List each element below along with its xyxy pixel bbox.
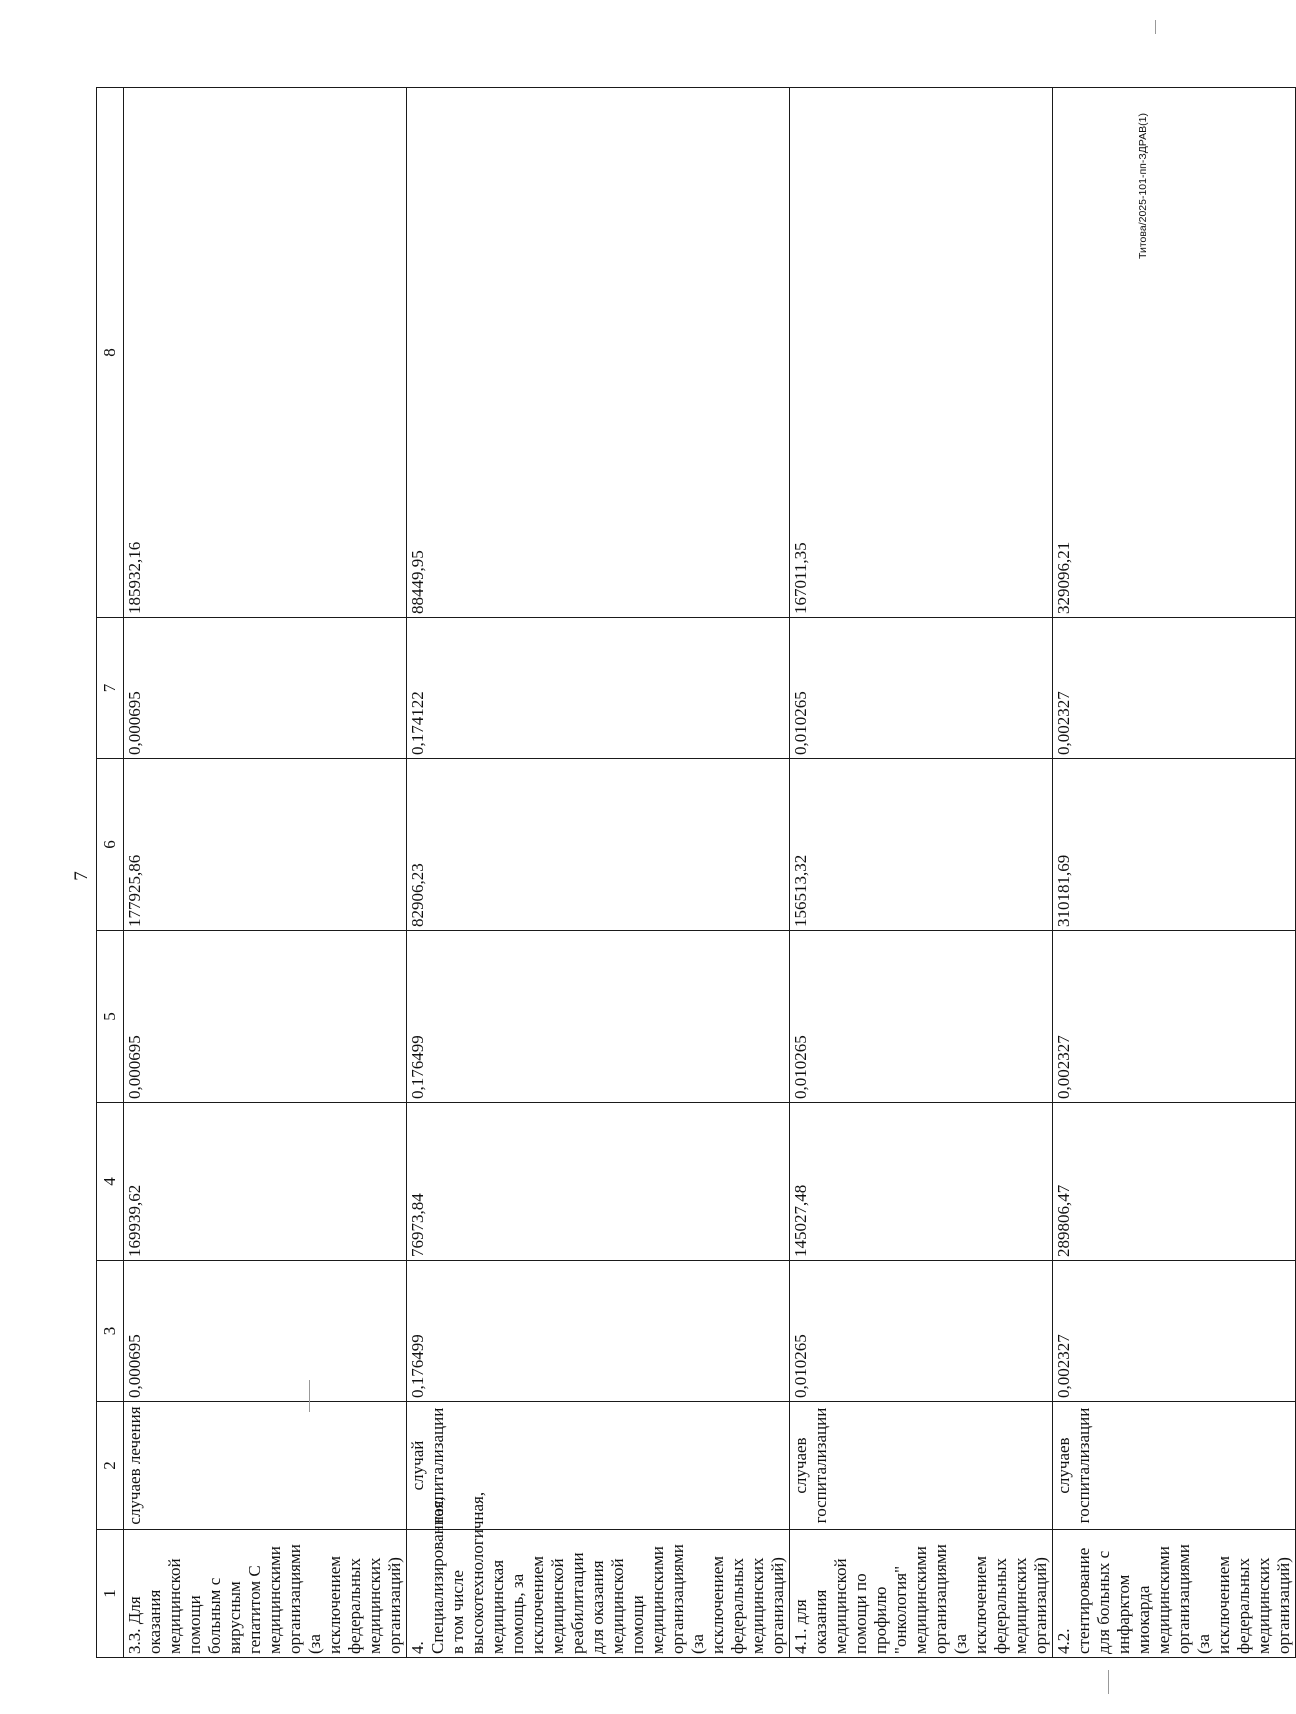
scan-mark	[309, 1380, 310, 1412]
value-cell: 0,010265	[790, 931, 1053, 1103]
table-row	[790, 88, 1053, 1658]
value-cell: 169939,62	[124, 1103, 407, 1261]
value-cell: 167011,35	[790, 88, 1053, 618]
value-cell: 0,000695	[124, 1261, 407, 1402]
value-cell: 0,002327	[1053, 618, 1296, 759]
page-number: 7	[71, 871, 92, 881]
value-cell: 289806,47	[1053, 1103, 1296, 1261]
value-cell: 0,002327	[1053, 1261, 1296, 1402]
header-cell: 8	[97, 88, 124, 618]
footer-text: Титова/2025-101-пп-ЗДРАВ(1)	[1137, 113, 1149, 259]
value-cell: 329096,21	[1053, 88, 1296, 618]
row-label-cell: 4.2. стентирование для больных с инфарктом миокарда медицинскими организациями (за исключением федеральных медицинских организаций)	[1053, 1530, 1296, 1658]
unit-cell: случаев госпитализации	[790, 1402, 1053, 1530]
value-cell: 177925,86	[124, 759, 407, 931]
value-cell: 0,176499	[407, 931, 790, 1103]
table-row	[124, 88, 407, 1658]
table-row	[407, 88, 790, 1658]
value-cell: 145027,48	[790, 1103, 1053, 1261]
row-label-cell: 3.3. Для оказания медицинской помощи больным с вирусным гепатитом С медицинскими организациями (за исключением федеральных медицинских организаций)	[124, 1530, 407, 1658]
value-cell: 0,000695	[124, 931, 407, 1103]
unit-cell: случай госпитализации	[407, 1402, 790, 1530]
header-cell: 3	[97, 1261, 124, 1402]
value-cell: 0,000695	[124, 618, 407, 759]
scan-mark	[1108, 1670, 1109, 1694]
header-cell: 7	[97, 618, 124, 759]
value-cell: 82906,23	[407, 759, 790, 931]
scan-mark	[1155, 20, 1156, 34]
header-cell: 5	[97, 931, 124, 1103]
header-cell: 1	[97, 1530, 124, 1658]
row-label-cell: 4. Специализированная, в том числе высокотехнологичная, медицинская помощь, за исключением медицинской реабилитации для оказания медицинской помощи медицинскими организациями (за исключением федеральных медицинских организаций)	[407, 1530, 790, 1658]
value-cell: 0,176499	[407, 1261, 790, 1402]
value-cell: 0,174122	[407, 618, 790, 759]
value-cell: 156513,32	[790, 759, 1053, 931]
value-cell: 0,010265	[790, 618, 1053, 759]
table-row	[1053, 88, 1296, 1658]
data-table	[96, 87, 1296, 1658]
row-label-cell: 4.1. для оказания медицинской помощи по профилю "онкология" медицинскими организациями (за исключением федеральных медицинских организаций)	[790, 1530, 1053, 1658]
header-cell: 4	[97, 1103, 124, 1261]
value-cell: 76973,84	[407, 1103, 790, 1261]
value-cell: 88449,95	[407, 88, 790, 618]
value-cell: 0,010265	[790, 1261, 1053, 1402]
value-cell: 0,002327	[1053, 931, 1296, 1103]
value-cell: 185932,16	[124, 88, 407, 618]
header-cell: 2	[97, 1402, 124, 1530]
header-cell: 6	[97, 759, 124, 931]
header-row	[97, 88, 124, 1658]
unit-cell: случаев госпитализации	[1053, 1402, 1296, 1530]
value-cell: 310181,69	[1053, 759, 1296, 931]
unit-cell: случаев лечения	[124, 1402, 407, 1530]
